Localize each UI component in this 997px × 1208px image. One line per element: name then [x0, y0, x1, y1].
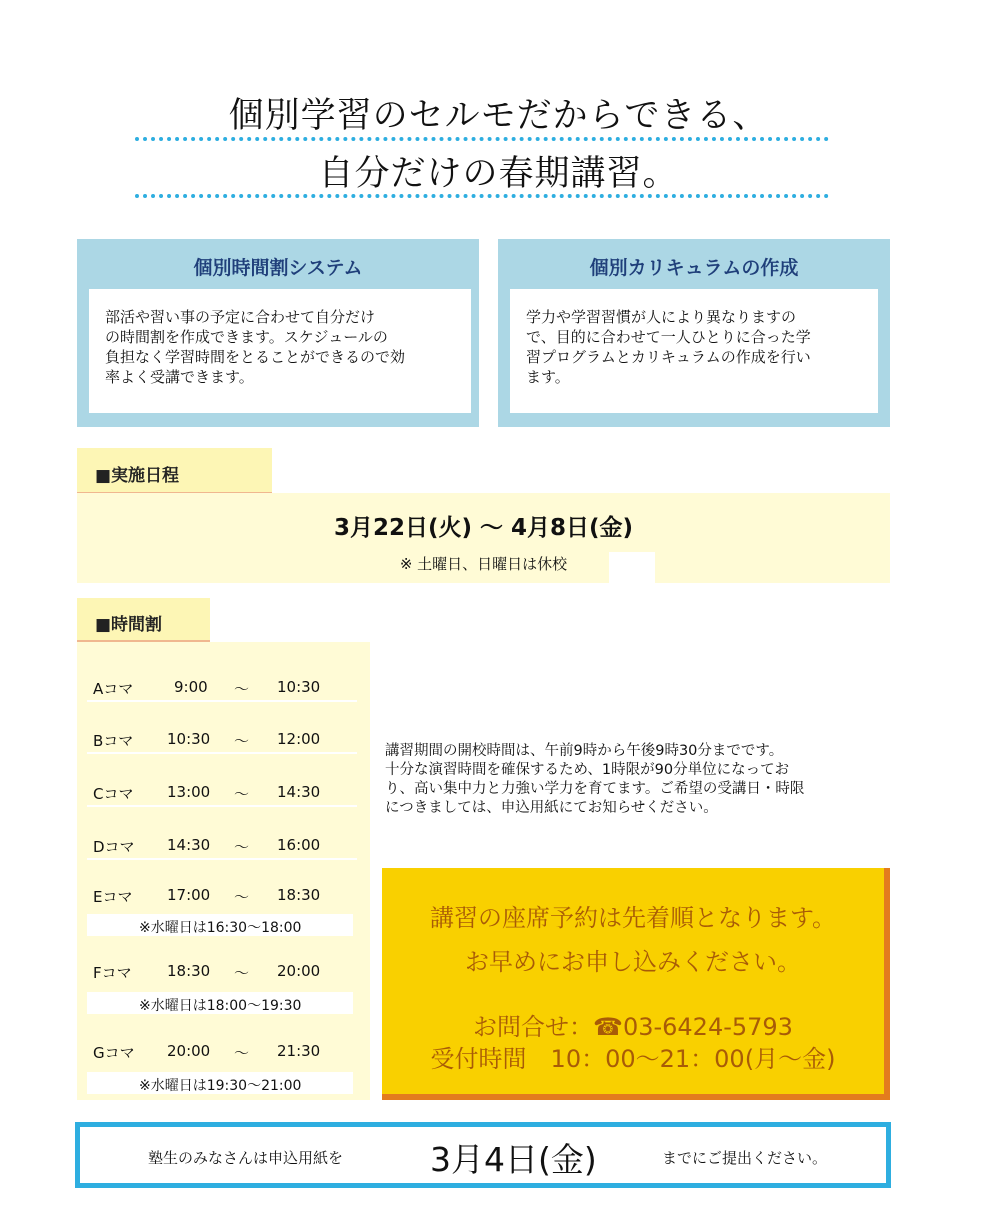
schedule-box [77, 493, 890, 583]
deadline-prefix: 塾生のみなさんは申込用紙を [148, 1149, 344, 1167]
period-row-d [87, 830, 357, 860]
title-divider-top [135, 137, 829, 141]
phone-number[interactable]: 03-6424-5793 [622, 1013, 793, 1041]
period-sep: ～ [234, 838, 250, 856]
period-row-c [87, 777, 357, 807]
period-row-g [87, 1036, 357, 1066]
deadline-date: 3月4日(金) [430, 1140, 597, 1179]
period-name: Eコマ [93, 888, 133, 906]
period-start: 9:00 [174, 678, 208, 696]
schedule-tag: ■実施日程 [77, 448, 272, 496]
period-start: 17:00 [167, 886, 211, 904]
period-sep: ～ [234, 964, 250, 982]
wednesday-note-e: ※水曜日は16:30～18:00 [87, 914, 353, 936]
period-row-a [87, 672, 357, 702]
info-line: につきましては、申込用紙にてお知らせください。 [385, 800, 718, 816]
period-end: 10:30 [277, 678, 321, 696]
phone-icon: ☎ [593, 1013, 623, 1041]
reservation-callout [382, 868, 890, 1100]
period-start: 18:30 [167, 962, 211, 980]
contact-line [382, 1007, 884, 1042]
feature-description [510, 289, 878, 413]
schedule-note: ※ 土曜日、日曜日は休校 [399, 555, 568, 573]
period-name: Dコマ [93, 838, 135, 856]
white-patch [609, 552, 655, 583]
period-sep: ～ [234, 888, 250, 906]
feature-box-schedule [77, 239, 479, 427]
period-end: 20:00 [277, 962, 321, 980]
period-start: 20:00 [167, 1042, 211, 1060]
period-end: 21:30 [277, 1042, 321, 1060]
page-title-line-1: 個別学習のセルモだからできる、 [228, 96, 769, 136]
period-end: 16:00 [277, 836, 321, 854]
feature-description [89, 289, 471, 413]
feature-heading: 個別カリキュラムの作成 [589, 257, 799, 279]
period-name: Bコマ [93, 732, 134, 750]
period-name: Cコマ [93, 785, 134, 803]
row-divider [87, 805, 357, 807]
schedule-dates: 3月22日(火) ～ 4月8日(金) [333, 515, 634, 541]
feature-box-curriculum [498, 239, 890, 427]
period-start: 14:30 [167, 836, 211, 854]
row-divider [87, 700, 357, 702]
period-row-e [87, 880, 357, 910]
row-divider [87, 858, 357, 860]
period-row-b [87, 724, 357, 754]
period-end: 12:00 [277, 730, 321, 748]
info-paragraph [385, 742, 890, 818]
deadline-suffix: までにご提出ください。 [662, 1149, 828, 1167]
period-start: 10:30 [167, 730, 211, 748]
period-sep: ～ [234, 1044, 250, 1062]
feature-line: 習プログラムとカリキュラムの作成を行い [526, 348, 811, 366]
period-name: Fコマ [93, 964, 132, 982]
period-end: 18:30 [277, 886, 321, 904]
title-divider-bottom [135, 194, 829, 198]
feature-line: の時間割を作成できます。スケジュールの [105, 328, 388, 346]
info-line: 講習期間の開校時間は、午前9時から午後9時30分までです。 [385, 743, 784, 759]
info-line: り、高い集中力と力強い学力を育てます。ご希望の受講日・時限 [385, 781, 805, 797]
wednesday-note-f: ※水曜日は18:00～19:30 [87, 992, 353, 1014]
timetable-tag: ■時間割 [77, 598, 210, 644]
feature-line: 学力や学習習慣が人により異なりますの [526, 308, 797, 326]
row-divider [87, 752, 357, 754]
period-sep: ～ [234, 732, 250, 750]
callout-line-1: 講習の座席予約は先着順となります。 [429, 904, 837, 932]
period-sep: ～ [234, 680, 250, 698]
feature-line: 率よく受講できます。 [105, 368, 254, 386]
callout-line-2: お早めにお申し込みください。 [465, 948, 801, 976]
period-sep: ～ [234, 785, 250, 803]
feature-line: ます。 [526, 368, 570, 386]
period-row-f [87, 956, 357, 986]
feature-line: で、目的に合わせて一人ひとりに合った学 [526, 328, 811, 346]
period-end: 14:30 [277, 783, 321, 801]
timetable-list [77, 642, 370, 1100]
feature-heading: 個別時間割システム [193, 257, 363, 279]
period-name: Aコマ [93, 680, 134, 698]
contact-label: お問合せ： [473, 1013, 594, 1041]
period-name: Gコマ [93, 1044, 135, 1062]
reception-hours: 受付時間 10：00～21：00(月～金) [430, 1045, 836, 1073]
feature-line: 部活や習い事の予定に合わせて自分だけ [105, 308, 376, 326]
period-start: 13:00 [167, 783, 211, 801]
info-line: 十分な演習時間を確保するため、1時限が90分単位になってお [385, 762, 790, 778]
feature-line: 負担なく学習時間をとることができるので効 [105, 348, 406, 366]
page-title-line-2: 自分だけの春期講習。 [318, 154, 679, 194]
wednesday-note-g: ※水曜日は19:30～21:00 [87, 1072, 353, 1094]
deadline-box [75, 1122, 891, 1188]
